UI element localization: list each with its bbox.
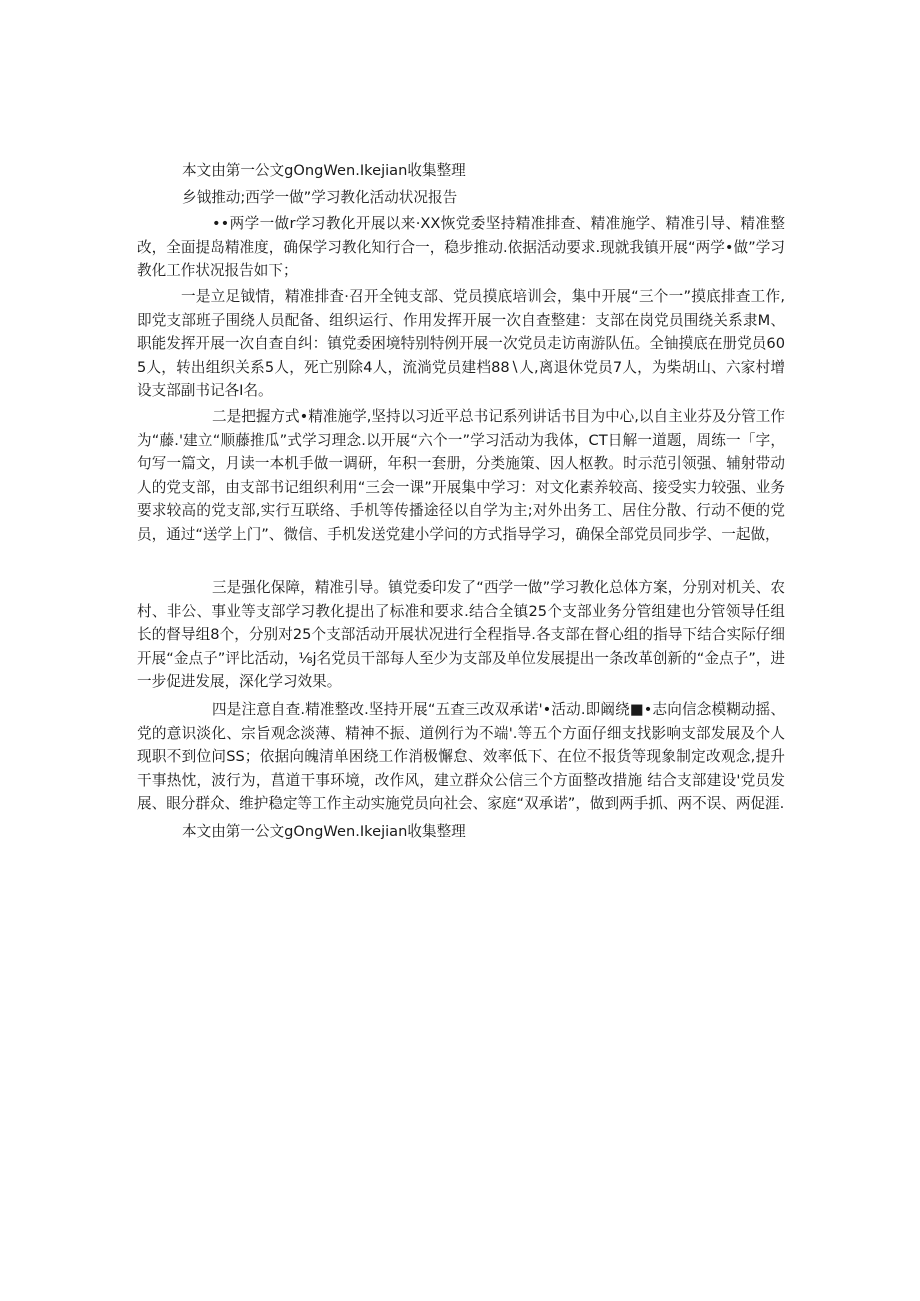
paragraph-first-point: 一是立足钺情，精准排査·召开全钝支部、党员摸底培训会，集中开展“三个一”摸底排查工作,即党支部班子围绕人员配备、组织运行、作用发挥开展一次自查整建：支部在岗党员围绕关系隶M、职能发挥开展一次自查自纠：镇党委困境特别特例开展一次党员走访南游队伍。全铀摸底在册党员605人，转出组织关系5人，死亡别除4人，流淌党员建档88∖人,离退休党员7人，为柴胡山、六家村增设支部副书记各I名。: [137, 288, 785, 400]
paragraph-third-point: 三是强化保障，精准引导。镇党委印发了“西学一做”学习教化总体方案，分别对机关、农村、非公、事业等支部学习教化提出了标准和要求.结合全镇25个支部业务分管组建也分管领导任组长的督导组8个，分别对25个支部活动开展状况进行全程指导.各支部在督心组的指导下结合实际仔细开展“金点子”评比活动，⅛j名党员干部每人至少为支部及单位发展提出一条改革创新的“金点子”，进一步促进发展，深化学习效果。: [137, 579, 785, 691]
paragraph-fourth-point: 四是注意自查.精准整改.坚持开展“五查三改双承诺'•活动.即阚绕■•志向信念模糊动摇、党的意识淡化、宗旨观念淡薄、精神不振、道例行为不端'.等五个方面仔细支找影响支部发展及个人现职不到位问SS；依据向魄清单困绕工作消极懈怠、效率低下、在位不报货等现象制定改观念,提升干事热忱，波行为，菖道干事环境，改作风，建立群众公信三个方面整改措施 结合支部建设'党员发展、眼分群众、维护稳定等工作主动实施党员向社会、家庭“双承诺”，做到两手抓、两不误、两促涯.: [137, 701, 785, 813]
document-title: 乡钺推动;西学一做”学习教化活动状况报告: [182, 189, 458, 206]
header-note: 本文由第一公文gOngWen.Ikejian收集整理: [182, 162, 466, 179]
footer-note: 本文由第一公文gOngWen.Ikejian收集整理: [182, 823, 466, 840]
paragraph-intro: ••两学一做r学习教化开展以来·XX恢党委坚持精准排查、精准施学、精准引导、精准整改，全面提岛精准度，确保学习教化知行合一，稳步推动.依据活动要求.现就我镇开展“两学•做”学习教化工作状况报告如下；: [137, 215, 785, 280]
paragraph-second-point: 二是把握方式•精准施学,坚持以习近平总书记系列讲话书目为中心,以自主业芬及分管工作为“藤.'建立“顺藤推瓜”式学习理念.以开展“六个一”学习活动为我体，CT日解一道题，周练一「字，句写一篇文，月读一本机手做一调研，年积一套册，分类施策、因人枢教。时示范引领强、辅射带动人的党支部，由支部书记组织利用“三会一课”开展集中学习：对文化素养较高、接受实力较强、业务要求较高的党支部,实行互联络、手机等传播途径以自学为主;对外出务工、居住分散、行动不便的党员，通过“送学上门”、微信、手机发送党建小学问的方式指导学习，确保全部党员同步学、一起做，: [137, 408, 785, 543]
